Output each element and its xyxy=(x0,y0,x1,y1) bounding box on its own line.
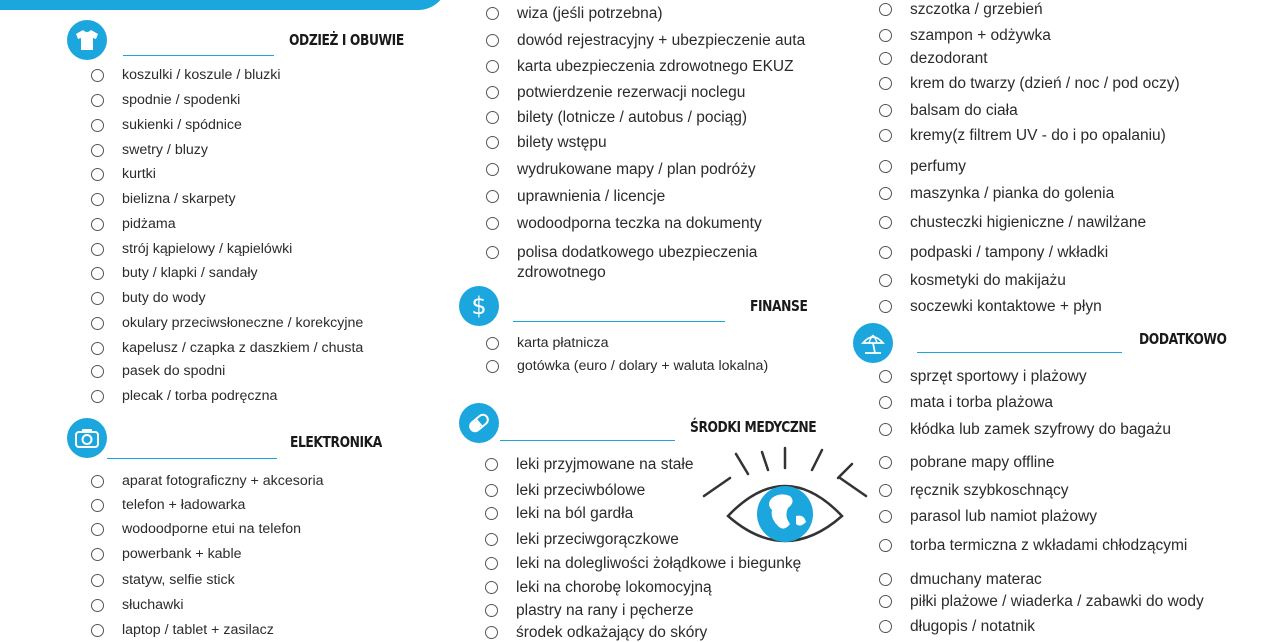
camera-icon xyxy=(67,418,107,458)
checkbox[interactable] xyxy=(879,620,892,633)
checkbox[interactable] xyxy=(91,475,104,488)
item-label: pasek do spodni xyxy=(122,363,226,379)
item-label: kurtki xyxy=(122,166,156,182)
item-label: pidżama xyxy=(122,216,176,232)
checkbox[interactable] xyxy=(91,624,104,637)
checklist-item[interactable] xyxy=(486,214,762,233)
item-label: swetry / bluzy xyxy=(122,142,208,158)
checklist-item[interactable] xyxy=(91,264,258,283)
item-label: leki przyjmowane na stałe xyxy=(516,456,694,473)
checklist-item[interactable] xyxy=(91,339,363,358)
checkbox[interactable] xyxy=(879,129,892,142)
checkbox[interactable] xyxy=(485,557,498,570)
checkbox[interactable] xyxy=(91,499,104,512)
checklist-item[interactable] xyxy=(485,481,645,500)
item-label: wodoodporne etui na telefon xyxy=(122,521,302,537)
checklist-item[interactable] xyxy=(91,91,240,110)
checklist-item[interactable] xyxy=(879,453,1054,472)
checklist-item[interactable] xyxy=(91,66,281,85)
item-label: wodoodporna teczka na dokumenty xyxy=(517,215,762,232)
checklist-item[interactable] xyxy=(486,243,817,283)
item-label: długopis / notatnik xyxy=(910,618,1035,635)
checkbox[interactable] xyxy=(486,163,499,176)
checkbox[interactable] xyxy=(879,300,892,313)
checkbox[interactable] xyxy=(486,136,499,149)
item-label: powerbank + kable xyxy=(122,546,242,562)
item-label: leki przeciwgorączkowe xyxy=(516,531,679,548)
checkbox[interactable] xyxy=(91,548,104,561)
checkbox[interactable] xyxy=(485,626,498,639)
item-label: ręcznik szybkoschnący xyxy=(910,482,1069,499)
item-label: strój kąpielowy / kąpielówki xyxy=(122,241,293,257)
item-label: soczewki kontaktowe + płyn xyxy=(910,298,1102,315)
checklist-item[interactable] xyxy=(879,213,1146,232)
checklist-item[interactable] xyxy=(879,157,966,176)
checkbox[interactable] xyxy=(91,574,104,587)
checkbox[interactable] xyxy=(91,69,104,82)
item-label: leki przeciwbólowe xyxy=(516,482,646,499)
item-label: karta ubezpieczenia zdrowotnego EKUZ xyxy=(517,58,794,75)
checklist-item[interactable] xyxy=(486,357,768,376)
item-label: buty / klapki / sandały xyxy=(122,265,258,281)
checklist-item[interactable] xyxy=(879,26,1051,45)
checkbox[interactable] xyxy=(486,111,499,124)
checkbox[interactable] xyxy=(91,168,104,181)
checkbox[interactable] xyxy=(879,160,892,173)
checklist-item[interactable] xyxy=(879,617,1035,636)
checkbox[interactable] xyxy=(879,52,892,65)
section-underline xyxy=(917,352,1122,353)
checklist-item[interactable] xyxy=(879,126,1166,145)
checkbox[interactable] xyxy=(879,423,892,436)
item-label: leki na chorobę lokomocyjną xyxy=(516,579,712,596)
checklist-item[interactable] xyxy=(879,243,1108,262)
section-title-extra: DODATKOWO xyxy=(1139,330,1227,348)
checkbox[interactable] xyxy=(879,510,892,523)
checklist-item[interactable] xyxy=(879,481,1069,500)
item-label: gotówka (euro / dolary + waluta lokalna) xyxy=(517,358,769,374)
item-label: chusteczki higieniczne / nawilżane xyxy=(910,214,1147,231)
item-label: aparat fotograficzny + akcesoria xyxy=(122,473,324,489)
checkbox[interactable] xyxy=(485,507,498,520)
checklist-item[interactable] xyxy=(879,367,1087,386)
checklist-item[interactable] xyxy=(91,289,206,308)
checkbox[interactable] xyxy=(879,370,892,383)
checklist-item[interactable] xyxy=(879,570,1042,589)
checklist-item[interactable] xyxy=(91,141,208,160)
checklist-item[interactable] xyxy=(91,387,277,406)
item-label: karta płatnicza xyxy=(517,335,609,351)
checkbox[interactable] xyxy=(485,458,498,471)
item-label: polisa dodatkowego ubezpieczenia zdrowotnego xyxy=(517,244,758,281)
checkbox[interactable] xyxy=(879,456,892,469)
checklist-item[interactable] xyxy=(879,507,1097,526)
checkbox[interactable] xyxy=(485,581,498,594)
checkbox[interactable] xyxy=(486,34,499,47)
checkbox[interactable] xyxy=(485,484,498,497)
item-label: uprawnienia / licencje xyxy=(517,188,666,205)
item-label: bilety wstępu xyxy=(517,134,607,151)
checklist-item[interactable] xyxy=(91,165,156,184)
checklist-item[interactable] xyxy=(91,621,274,640)
checklist-item[interactable] xyxy=(486,187,665,206)
section-title-medical: ŚRODKI MEDYCZNE xyxy=(690,418,817,436)
checklist-item[interactable] xyxy=(485,455,693,474)
checkbox[interactable] xyxy=(91,119,104,132)
beach-umbrella-icon xyxy=(853,323,893,363)
item-label: leki na dolegliwości żołądkowe i biegunkę xyxy=(516,555,802,572)
item-label: środek odkażający do skóry xyxy=(516,624,708,641)
item-label: dmuchany materac xyxy=(910,571,1042,588)
item-label: maszynka / pianka do golenia xyxy=(910,185,1115,202)
checklist-item[interactable] xyxy=(486,4,663,23)
checklist-item[interactable] xyxy=(91,496,245,515)
item-label: krem do twarzy (dzień / noc / pod oczy) xyxy=(910,75,1180,92)
checklist-item[interactable] xyxy=(485,578,712,597)
item-label: plecak / torba podręczna xyxy=(122,388,278,404)
item-label: leki na ból gardła xyxy=(516,505,634,522)
checkbox[interactable] xyxy=(486,217,499,230)
section-underline xyxy=(123,55,274,56)
checklist-item[interactable] xyxy=(91,472,324,491)
checklist-item[interactable] xyxy=(485,530,679,549)
checkbox[interactable] xyxy=(91,94,104,107)
checkbox[interactable] xyxy=(486,246,499,259)
checkbox[interactable] xyxy=(91,218,104,231)
item-label: szczotka / grzebień xyxy=(910,1,1043,18)
item-label: mata i torba plażowa xyxy=(910,394,1054,411)
eye-globe-icon xyxy=(700,446,870,556)
item-label: balsam do ciała xyxy=(910,102,1018,119)
checklist-item[interactable] xyxy=(879,74,1180,93)
checklist-item[interactable] xyxy=(879,101,1018,120)
item-label: kosmetyki do makijażu xyxy=(910,272,1066,289)
checklist-item[interactable] xyxy=(879,420,1171,439)
checklist-item[interactable] xyxy=(91,362,225,381)
item-label: potwierdzenie rezerwacji noclegu xyxy=(517,84,746,101)
section-title-finance: FINANSE xyxy=(750,297,808,315)
item-label: szampon + odżywka xyxy=(910,27,1051,44)
checklist-item[interactable] xyxy=(879,297,1102,316)
item-label: parasol lub namiot plażowy xyxy=(910,508,1097,525)
pills-icon xyxy=(459,403,499,443)
checklist-item[interactable] xyxy=(879,184,1114,203)
checkbox[interactable] xyxy=(486,190,499,203)
checkbox[interactable] xyxy=(879,396,892,409)
checklist-item[interactable] xyxy=(486,108,747,127)
checklist-item[interactable] xyxy=(91,240,292,259)
item-label: wydrukowane mapy / plan podróży xyxy=(517,161,756,178)
checklist-item[interactable] xyxy=(485,554,801,573)
checkbox[interactable] xyxy=(879,77,892,90)
item-label: sprzęt sportowy i plażowy xyxy=(910,368,1087,385)
item-label: kapelusz / czapka z daszkiem / chusta xyxy=(122,340,364,356)
item-label: okulary przeciwsłoneczne / korekcyjne xyxy=(122,315,364,331)
checkbox[interactable] xyxy=(485,533,498,546)
section-title-electronics: ELEKTRONIKA xyxy=(290,433,382,451)
section-underline xyxy=(513,321,725,322)
item-label: pobrane mapy offline xyxy=(910,454,1055,471)
checkbox[interactable] xyxy=(879,246,892,259)
checklist-item[interactable] xyxy=(485,623,707,642)
checkbox[interactable] xyxy=(879,187,892,200)
checklist-item[interactable] xyxy=(486,160,756,179)
checklist-item[interactable] xyxy=(485,504,633,523)
item-label: piłki plażowe / wiaderka / zabawki do wody xyxy=(910,593,1204,610)
checklist-item[interactable] xyxy=(91,116,242,135)
checkbox[interactable] xyxy=(486,360,499,373)
dollar-icon: $ xyxy=(459,286,499,326)
item-label: koszulki / koszule / bluzki xyxy=(122,67,281,83)
checkbox[interactable] xyxy=(879,3,892,16)
checkbox[interactable] xyxy=(485,604,498,617)
checklist-item[interactable] xyxy=(91,571,235,590)
item-label: laptop / tablet + zasilacz xyxy=(122,622,274,638)
checkbox[interactable] xyxy=(486,337,499,350)
item-label: buty do wody xyxy=(122,290,206,306)
checkbox[interactable] xyxy=(879,484,892,497)
checklist-item[interactable] xyxy=(879,393,1053,412)
item-label: wiza (jeśli potrzebna) xyxy=(517,5,663,22)
item-label: sukienki / spódnice xyxy=(122,117,242,133)
checkbox[interactable] xyxy=(91,365,104,378)
checkbox[interactable] xyxy=(91,599,104,612)
checklist-item[interactable] xyxy=(879,592,1204,611)
item-label: podpaski / tampony / wkładki xyxy=(910,244,1109,261)
checkbox[interactable] xyxy=(486,86,499,99)
checkbox[interactable] xyxy=(91,317,104,330)
checklist-item[interactable] xyxy=(91,545,242,564)
checkbox[interactable] xyxy=(879,104,892,117)
checkbox[interactable] xyxy=(879,216,892,229)
checkbox[interactable] xyxy=(91,390,104,403)
item-label: kłódka lub zamek szyfrowy do bagażu xyxy=(910,421,1172,438)
section-underline xyxy=(107,458,277,459)
checklist-item[interactable] xyxy=(91,190,236,209)
checklist-item[interactable] xyxy=(91,215,176,234)
checkbox[interactable] xyxy=(879,274,892,287)
checkbox[interactable] xyxy=(91,267,104,280)
checkbox[interactable] xyxy=(91,193,104,206)
checklist-item[interactable] xyxy=(91,596,184,615)
checklist-item[interactable] xyxy=(486,133,607,152)
checklist-item[interactable] xyxy=(486,334,608,353)
checklist-item[interactable] xyxy=(879,0,1043,19)
checkbox[interactable] xyxy=(91,243,104,256)
checkbox[interactable] xyxy=(486,60,499,73)
tshirt-icon xyxy=(67,20,107,60)
checklist-item[interactable] xyxy=(879,536,1187,555)
item-label: dowód rejestracyjny + ubezpieczenie auta xyxy=(517,32,806,49)
checkbox[interactable] xyxy=(91,292,104,305)
checklist-item[interactable] xyxy=(485,601,693,620)
item-label: kremy(z filtrem UV - do i po opalaniu) xyxy=(910,127,1166,144)
item-label: dezodorant xyxy=(910,50,988,67)
checklist-item[interactable] xyxy=(879,271,1066,290)
item-label: bilety (lotnicze / autobus / pociąg) xyxy=(517,109,748,126)
checkbox[interactable] xyxy=(91,144,104,157)
item-label: spodnie / spodenki xyxy=(122,92,241,108)
checkbox[interactable] xyxy=(879,29,892,42)
checklist-item[interactable] xyxy=(486,57,794,76)
section-title-clothing: ODZIEŻ I OBUWIE xyxy=(289,31,404,49)
item-label: słuchawki xyxy=(122,597,184,613)
checkbox[interactable] xyxy=(486,7,499,20)
checklist-item[interactable] xyxy=(486,83,745,102)
checkbox[interactable] xyxy=(879,595,892,608)
checklist-item[interactable] xyxy=(879,49,988,68)
checkbox[interactable] xyxy=(91,342,104,355)
checkbox[interactable] xyxy=(879,539,892,552)
checkbox[interactable] xyxy=(91,523,104,536)
item-label: plastry na rany i pęcherze xyxy=(516,602,694,619)
section-underline xyxy=(500,440,675,441)
checkbox[interactable] xyxy=(879,573,892,586)
top-banner xyxy=(0,0,448,10)
checklist-item[interactable] xyxy=(91,520,301,539)
item-label: bielizna / skarpety xyxy=(122,191,236,207)
item-label: telefon + ładowarka xyxy=(122,497,246,513)
item-label: perfumy xyxy=(910,158,966,175)
item-label: statyw, selfie stick xyxy=(122,572,235,588)
item-label: torba termiczna z wkładami chłodzącymi xyxy=(910,537,1188,554)
checklist-item[interactable] xyxy=(91,314,363,333)
checklist-item[interactable] xyxy=(486,31,805,50)
